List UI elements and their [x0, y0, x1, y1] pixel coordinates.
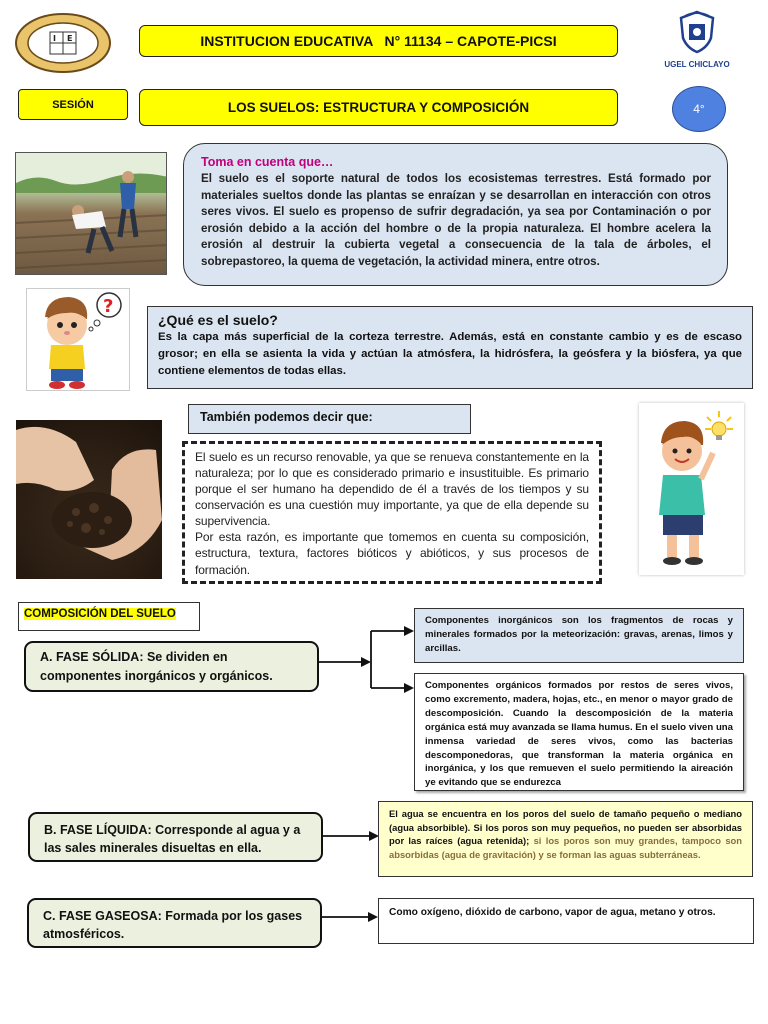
- school-logo-icon: [14, 12, 112, 74]
- ugel-logo: [664, 10, 730, 70]
- thinking-boy-illustration: [26, 288, 130, 391]
- svg-text:?: ?: [103, 296, 114, 317]
- also-dashed-box: [182, 441, 602, 584]
- liquid-phase-desc-part1: El agua se encuentra en los poros del suelo de tamaño pequeño o mediano (agua absorbible). Si los poros son muy pequeños, no pueden ser absorbidas por las raíces (agua retenida);: [389, 808, 742, 847]
- farmers-illustration: [16, 153, 167, 275]
- ugel-caption: UGEL CHICLAYO: [664, 60, 730, 69]
- liquid-phase-desc-part2: si los poros son muy grandes, tampoco son absorbidas (agua de gravitación) y se forman las aguas subterráneas.: [389, 835, 742, 860]
- solid-phase-box: [24, 641, 319, 692]
- solid-phase-arrows: [319, 625, 419, 705]
- gas-phase-arrow: [322, 911, 382, 923]
- composition-title-text: COMPOSICIÓN DEL SUELO: [24, 608, 176, 620]
- organic-components-desc: [414, 673, 744, 791]
- liquid-phase-label-rest: Corresponde al agua y a las sales minerales disueltas en ella.: [44, 823, 301, 856]
- liquid-phase-label-bold: B. FASE LÍQUIDA:: [44, 823, 152, 837]
- school-logo: [14, 12, 112, 74]
- soil-hands-photo: [16, 420, 162, 579]
- composition-title: [18, 602, 200, 631]
- ugel-shield-icon: [677, 10, 717, 54]
- liquid-phase-box: [28, 812, 323, 862]
- svg-text:E: E: [67, 34, 73, 43]
- gas-phase-label-rest: Formada por los gases atmosféricos.: [43, 909, 303, 942]
- liquid-phase-desc: [378, 801, 753, 877]
- liquid-phase-arrow: [323, 830, 383, 842]
- definition-body: Es la capa más superficial de la corteza terrestre. Además, está en constante cambio y es de escaso grosor; en ella se asienta la vida y actúan la atmósfera, la hidrósfera, la geósfera y la biósfera, ya que contiene elementos de todas ellas.: [158, 331, 742, 377]
- grade-badge-text: 4°: [693, 102, 705, 116]
- intro-body: El suelo es el soporte natural de todos los ecosistemas terrestres. Está formado por materiales sueltos donde las plantas se enraízan y se desarrollan en interacción con otros seres vivos. El suelo es propenso de sufrir degradación, ya sea por Contaminación o por erosión debido a la acción del hombre o de la propia naturaleza. El hombre acelera la erosión al destruir la cubierta vegetal a consecuencia de la tala de árboles, el sobrepastoreo, la quema de vegetación, la actividad minera, entre otros.: [201, 172, 711, 268]
- institution-title-text: INSTITUCION EDUCATIVA N° 11134 – CAPOTE-PICSI: [200, 33, 557, 49]
- session-label: [18, 89, 128, 120]
- gas-phase-box: [27, 898, 322, 948]
- organic-components-text: Componentes orgánicos formados por restos de seres vivos, como excremento, madera, hojas, etc., en menor o mayor grado de descomposición. Cuando la descomposición de la materia orgánica está muy avanzada se llama humus. En el suelo viven una inmensa variedad de seres vivos, como las bacterias descomponedoras, que transforman la materia orgánica en inorgánica, y los que remueven el suelo permitiendo la aireación ye evitando que se endurezca: [425, 680, 733, 789]
- idea-boy-illustration: [639, 403, 744, 575]
- gas-phase-label-bold: C. FASE GASEOSA:: [43, 909, 162, 923]
- intro-card: [183, 143, 728, 286]
- soil-hands-illustration: [16, 420, 162, 579]
- gas-phase-desc: [378, 898, 754, 944]
- idea-boy-icon: [639, 403, 744, 575]
- gas-phase-desc-text: Como oxígeno, dióxido de carbono, vapor de agua, metano y otros.: [389, 907, 716, 918]
- institution-title: [139, 25, 618, 57]
- definition-box: [147, 306, 753, 389]
- solid-phase-label: A. FASE SÓLIDA: Se dividen en componentes inorgánicos y orgánicos.: [40, 650, 273, 683]
- session-title-text: LOS SUELOS: ESTRUCTURA Y COMPOSICIÓN: [227, 100, 530, 115]
- session-title: [139, 89, 618, 126]
- farmers-photo: [15, 152, 167, 275]
- svg-text:I: I: [53, 34, 56, 43]
- thinking-boy-icon: [27, 289, 131, 392]
- definition-question: ¿Qué es el suelo?: [158, 312, 278, 328]
- also-paragraph-2: Por esta razón, es importante que tomemos en cuenta su composición, estructura, textura, factores bióticos y abióticos, y sus procesos de formación.: [195, 530, 589, 577]
- grade-badge: [672, 86, 726, 132]
- session-label-text: SESIÓN: [52, 98, 94, 111]
- also-paragraph-1: El suelo es un recurso renovable, ya que se renueva constantemente en la naturaleza; por lo que es considerado primario e insustituible. Es primario porque el ser humano ha dependido de él a través de los tiempos y su conservación es una cuestión muy importante, ya que de ella depende su supervivencia.: [195, 450, 589, 529]
- inorganic-components-text: Componentes inorgánicos son los fragmentos de rocas y minerales formados por la meteorización: gravas, arenas, limos y arcillas.: [425, 615, 733, 654]
- also-label-box: [188, 404, 471, 434]
- also-label-text: También podemos decir que:: [200, 410, 373, 424]
- inorganic-components-desc: [414, 608, 744, 663]
- intro-heading: Toma en cuenta que…: [201, 155, 334, 169]
